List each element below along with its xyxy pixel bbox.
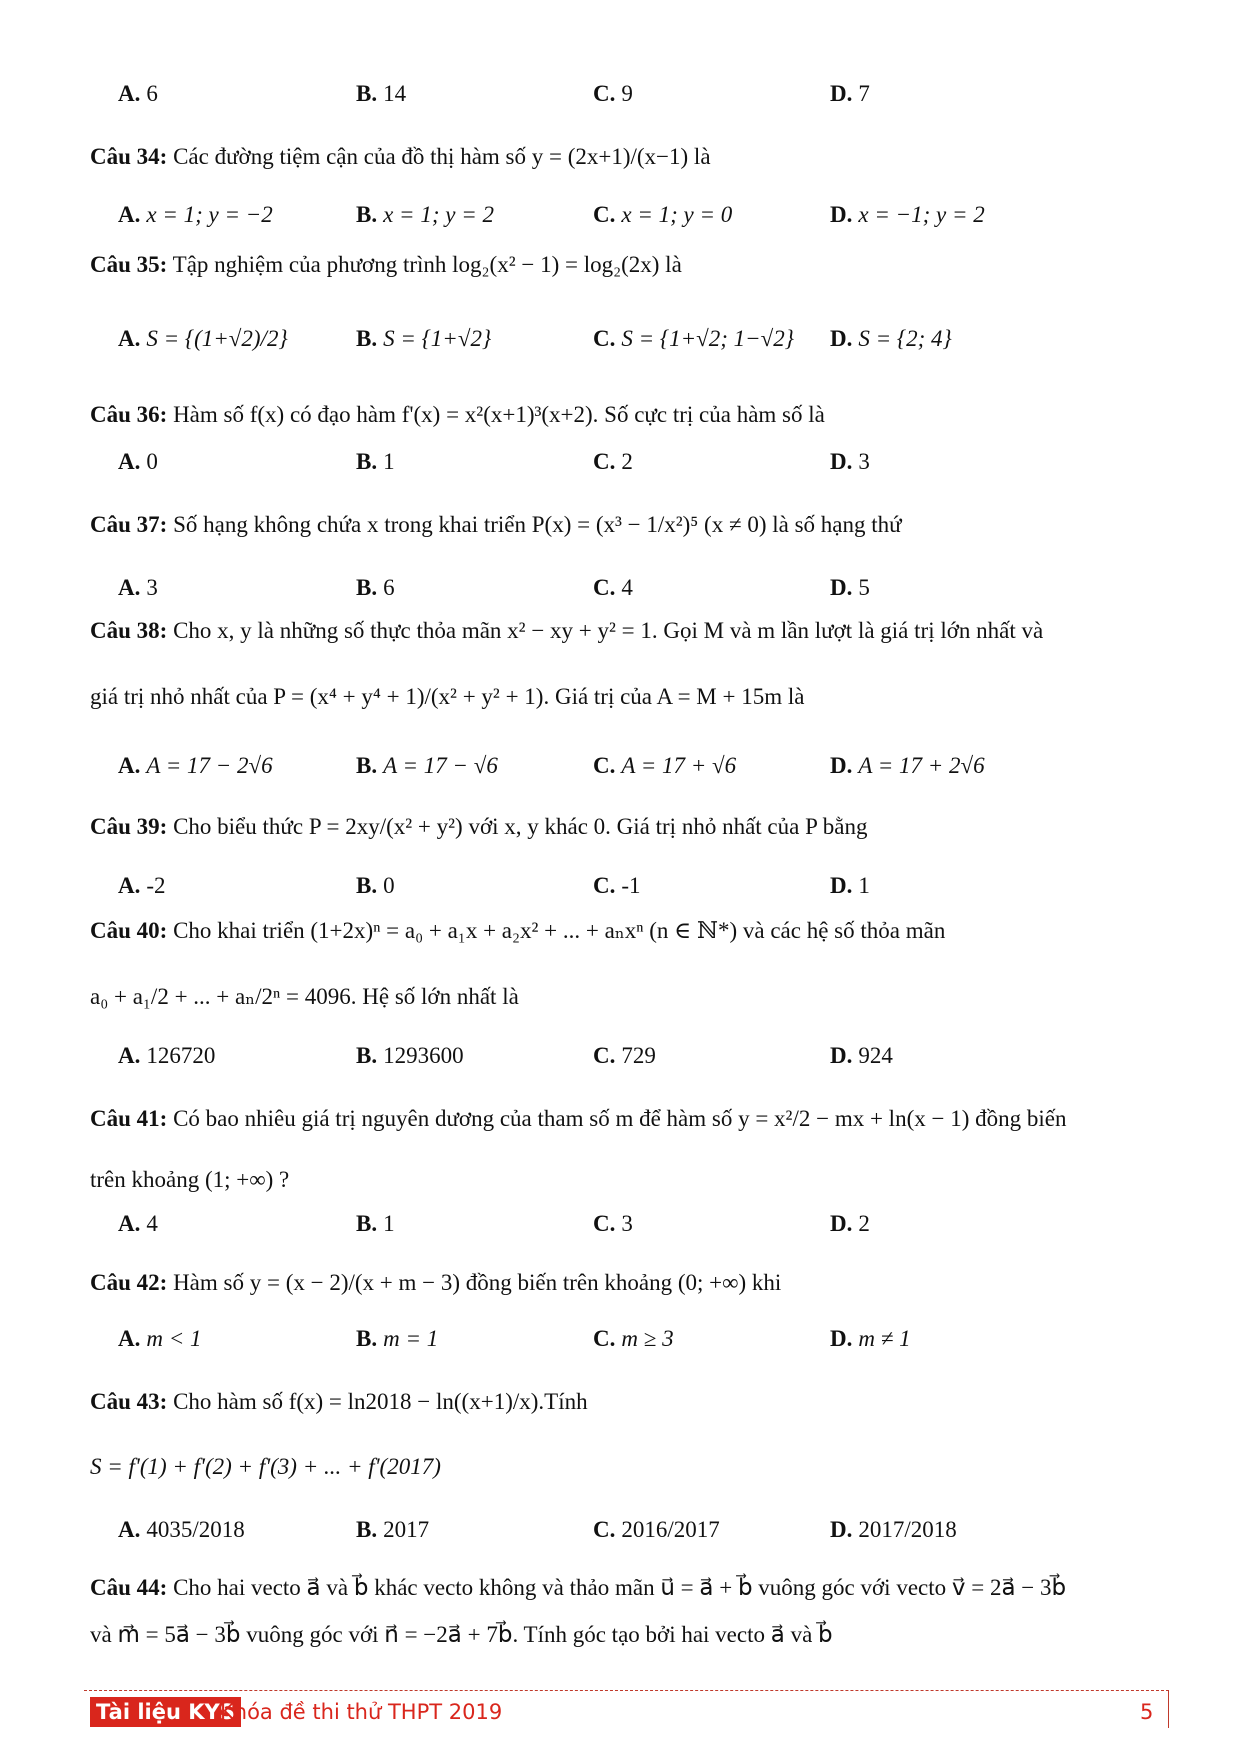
- question-38: Câu 38: Cho x, y là những số thực thỏa mãn x² − xy + y² = 1. Gọi M và m lần lượt là giá trị lớn nhất và: [90, 618, 1044, 643]
- question-37: Câu 37: Số hạng không chứa x trong khai triển P(x) = (x³ − 1/x²)⁵ (x ≠ 0) là số hạng thứ: [90, 512, 902, 537]
- q40-option-b: B. 1293600: [356, 1043, 464, 1068]
- question-39: Câu 39: Cho biểu thức P = 2xy/(x² + y²) với x, y khác 0. Giá trị nhỏ nhất của P bằng: [90, 814, 868, 839]
- question-40-cont: a₀ + a₁/2 + ... + aₙ/2ⁿ = 4096. Hệ số lớn nhất là: [90, 984, 519, 1009]
- footer-divider: [84, 1690, 1169, 1691]
- question-41-cont: trên khoảng (1; +∞) ?: [90, 1167, 290, 1192]
- q34-option-b: B. x = 1; y = 2: [356, 202, 494, 227]
- q43-option-c: C. 2016/2017: [593, 1517, 720, 1542]
- q43-option-d: D. 2017/2018: [830, 1517, 957, 1542]
- q40-option-a: A. 126720: [118, 1043, 216, 1068]
- q38-option-c: C. A = 17 + √6: [593, 753, 737, 778]
- q40-option-c: C. 729: [593, 1043, 656, 1068]
- question-44-cont: và m⃗ = 5a⃗ − 3b⃗ vuông góc với n⃗ = −2a⃗ + 7b⃗. Tính góc tạo bởi hai vecto a⃗ và b⃗: [90, 1622, 833, 1647]
- q37-option-b: B. 6: [356, 575, 395, 600]
- q40-option-d: D. 924: [830, 1043, 893, 1068]
- q39-option-c: C. -1: [593, 873, 641, 898]
- q37-option-d: D. 5: [830, 575, 870, 600]
- q43-option-b: B. 2017: [356, 1517, 430, 1542]
- q39-option-b: B. 0: [356, 873, 395, 898]
- footer-brand: Tài liệu KYS: [90, 1697, 241, 1727]
- option-c: C. 9: [593, 81, 633, 106]
- q34-option-a: A. x = 1; y = −2: [118, 202, 273, 227]
- question-35: Câu 35: Tập nghiệm của phương trình log₂(x² − 1) = log₂(2x) là: [90, 252, 682, 277]
- q35-option-c: C. S = {1+√2; 1−√2}: [593, 326, 794, 351]
- option-d: D. 7: [830, 81, 870, 106]
- q41-option-a: A. 4: [118, 1211, 158, 1236]
- q41-option-c: C. 3: [593, 1211, 633, 1236]
- option-b: B. 14: [356, 81, 407, 106]
- footer-course: Khóa đề thi thử THPT 2019: [220, 1700, 503, 1724]
- question-42: Câu 42: Hàm số y = (x − 2)/(x + m − 3) đồng biến trên khoảng (0; +∞) khi: [90, 1270, 782, 1295]
- q37-option-a: A. 3: [118, 575, 158, 600]
- question-43-cont: S = f'(1) + f'(2) + f'(3) + ... + f'(2017): [90, 1454, 441, 1479]
- q39-option-d: D. 1: [830, 873, 870, 898]
- q38-option-a: A. A = 17 − 2√6: [118, 753, 273, 778]
- q35-option-b: B. S = {1+√2}: [356, 326, 492, 351]
- q39-option-a: A. -2: [118, 873, 166, 898]
- q38-option-b: B. A = 17 − √6: [356, 753, 498, 778]
- page-number: 5: [1140, 1700, 1154, 1724]
- q34-option-d: D. x = −1; y = 2: [830, 202, 985, 227]
- q38-option-d: D. A = 17 + 2√6: [830, 753, 985, 778]
- question-40: Câu 40: Cho khai triển (1+2x)ⁿ = a₀ + a₁x + a₂x² + ... + aₙxⁿ (n ∈ ℕ*) và các hệ số thỏa mãn: [90, 918, 946, 943]
- question-44: Câu 44: Cho hai vecto a⃗ và b⃗ khác vecto không và thảo mãn u⃗ = a⃗ + b⃗ vuông góc với vecto v⃗ = 2a⃗ − 3b⃗: [90, 1575, 1067, 1600]
- q34-option-c: C. x = 1; y = 0: [593, 202, 733, 227]
- question-41: Câu 41: Có bao nhiêu giá trị nguyên dương của tham số m để hàm số y = x²/2 − mx + ln(x − 1) đồng biến: [90, 1106, 1067, 1131]
- q36-option-d: D. 3: [830, 449, 870, 474]
- question-43: Câu 43: Cho hàm số f(x) = ln2018 − ln((x+1)/x).Tính: [90, 1389, 588, 1414]
- footer-tick: [1168, 1690, 1169, 1728]
- question-38-cont: giá trị nhỏ nhất của P = (x⁴ + y⁴ + 1)/(x² + y² + 1). Giá trị của A = M + 15m là: [90, 684, 805, 709]
- q37-option-c: C. 4: [593, 575, 633, 600]
- q36-option-c: C. 2: [593, 449, 633, 474]
- q42-option-a: A. m < 1: [118, 1326, 202, 1351]
- question-34: Câu 34: Các đường tiệm cận của đồ thị hàm số y = (2x+1)/(x−1) là: [90, 144, 711, 169]
- q42-option-d: D. m ≠ 1: [830, 1326, 911, 1351]
- q35-option-a: A. S = {(1+√2)/2}: [118, 326, 288, 351]
- q43-option-a: A. 4035/2018: [118, 1517, 245, 1542]
- q42-option-c: C. m ≥ 3: [593, 1326, 674, 1351]
- option-a: A. 6: [118, 81, 158, 106]
- q36-option-b: B. 1: [356, 449, 395, 474]
- q36-option-a: A. 0: [118, 449, 158, 474]
- q42-option-b: B. m = 1: [356, 1326, 439, 1351]
- question-36: Câu 36: Hàm số f(x) có đạo hàm f'(x) = x²(x+1)³(x+2). Số cực trị của hàm số là: [90, 402, 825, 427]
- q41-option-b: B. 1: [356, 1211, 395, 1236]
- q41-option-d: D. 2: [830, 1211, 870, 1236]
- q35-option-d: D. S = {2; 4}: [830, 326, 952, 351]
